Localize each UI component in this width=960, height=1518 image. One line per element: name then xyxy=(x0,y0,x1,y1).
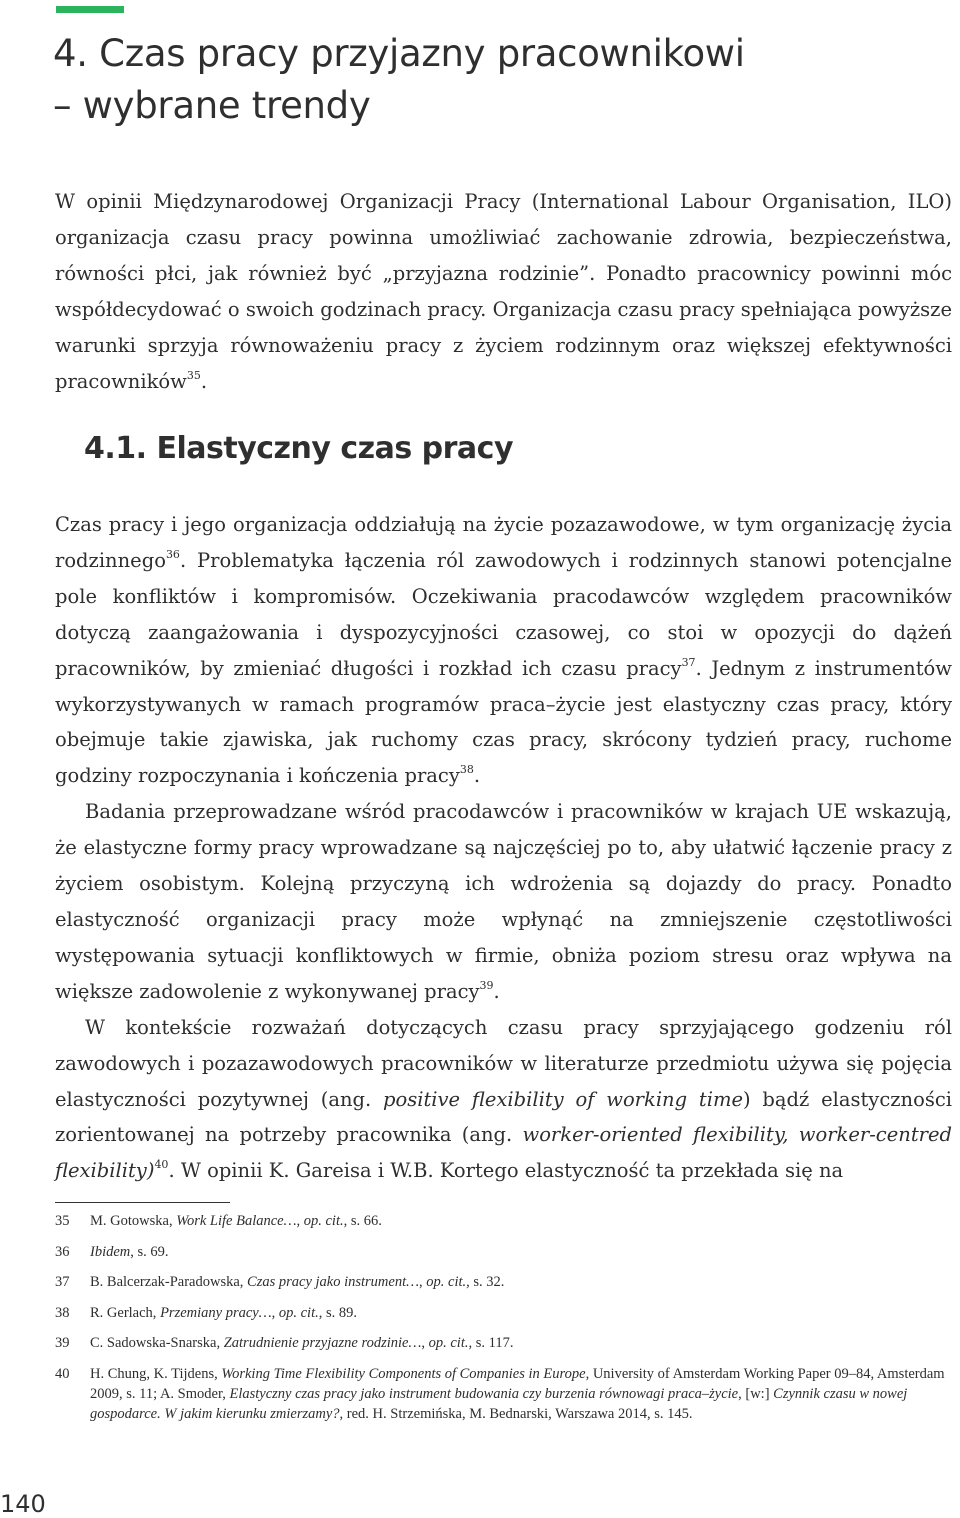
page-number: 140 xyxy=(0,1490,46,1518)
footnote-text: C. Sadowska-Snarska, Zatrudnienie przyjazne rodzinie…, op. cit., s. 117. xyxy=(90,1335,514,1351)
paragraph-3-text-b: ) bądź elastyczności zorientowanej na potrzeby pracownika (ang. xyxy=(55,1087,952,1147)
footnote-text: H. Chung, K. Tijdens, Working Time Flexibility Components of Companies in Europe, University of Amsterdam Working Paper 09–84, Amsterdam 2009, s. 11; A. Smoder, Elastyczny czas pracy jako instrument budowania czy burzenia równowagi praca–życie, [w:] Czynnik czasu w nowej gospodarce. W jakim kierunku zmierzamy?, red. H. Strzemińska, M. Bednarski, Warszawa 2014, s. 145. xyxy=(90,1365,945,1422)
section-heading: 4.1. Elastyczny czas pracy xyxy=(84,431,514,466)
chapter-accent-bar xyxy=(56,6,124,13)
intro-paragraph xyxy=(55,184,952,399)
footnote-divider xyxy=(55,1202,230,1203)
footnote-number: 37 xyxy=(55,1274,70,1290)
paragraph-1 xyxy=(55,507,952,794)
paragraph-3-italic-b: worker-oriented flexibility, worker-centred flexibility) xyxy=(55,1123,952,1183)
footnote-number: 39 xyxy=(55,1335,70,1351)
footnote-37 xyxy=(55,1272,955,1292)
intro-end: . xyxy=(200,369,208,393)
footnote-text: B. Balcerzak-Paradowska, Czas pracy jako instrument…, op. cit., s. 32. xyxy=(90,1274,505,1290)
footnote-text: Ibidem, s. 69. xyxy=(90,1243,169,1260)
paragraph-3-text-a: W kontekście rozważań dotyczących czasu pracy sprzyjającego godzeniu ról zawodowych i pozazawodowych pracowników w literaturze przedmiotu używa się pojęcia elastyczności pozytywnej (ang. xyxy=(55,1015,952,1111)
footnote-number: 36 xyxy=(55,1243,70,1260)
paragraph-1-text-b: . Problematyka łączenia ról zawodowych i rodzinnych stanowi potencjalne pole konfliktów i kompromisów. Oczekiwania pracodawców względem pracowników dotyczą zaangażowania i dyspozycyjności czasowej, co stoi w opozycji do dążeń pracowników, by zmieniać długości i rozkład ich czasu pracy xyxy=(55,548,952,680)
paragraph-3-text-c: . W opinii K. Gareisa i W.B. Kortego elastyczność ta przekłada się na xyxy=(168,1159,844,1183)
footnote-number: 35 xyxy=(55,1213,70,1229)
footnote-40 xyxy=(55,1364,955,1424)
paragraph-2-text-b: . xyxy=(493,979,500,1003)
footnote-35 xyxy=(55,1211,955,1231)
footnote-number: 38 xyxy=(55,1304,70,1321)
footnote-text: R. Gerlach, Przemiany pracy…, op. cit., s. 89. xyxy=(90,1304,358,1321)
footnote-ref-39[interactable]: 39 xyxy=(479,978,494,992)
footnote-ref-37[interactable]: 37 xyxy=(681,655,696,669)
chapter-title xyxy=(53,28,933,132)
footnote-ref-36[interactable]: 36 xyxy=(165,547,180,561)
footnote-ref-38[interactable]: 38 xyxy=(459,763,474,777)
paragraph-3 xyxy=(55,1010,952,1190)
section-body xyxy=(55,507,952,1189)
footnote-36 xyxy=(55,1242,955,1262)
footnote-39 xyxy=(55,1333,955,1353)
paragraph-3-italic-a: positive flexibility of working time xyxy=(382,1087,743,1111)
paragraph-2-text-a: Badania przeprowadzane wśród pracodawców i pracowników w krajach UE wskazują, że elastyczne formy pracy wprowadzane są najczęściej po to, aby ułatwić łączenie pracy z życiem osobistym. Kolejną przyczyną ich wdrożenia są dojazdy do pracy. Ponadto elastyczność organizacji pracy może wpłynąć na zmniejszenie częstotliwości występowania sytuacji konfliktowych w firmie, obniża poziom stresu oraz wpływa na większe zadowolenie z wykonywanej pracy xyxy=(55,800,952,1003)
paragraph-1-text-c: . Jednym z instrumentów wykorzystywanych w ramach programów praca–życie jest elastyczny czas pracy, który obejmuje takie zjawiska, jak ruchomy czas pracy, skrócony tydzień pracy, ruchome godziny rozpoczynania i kończenia pracy xyxy=(55,656,952,788)
paragraph-1-text-a: Czas pracy i jego organizacja oddziałują na życie pozazawodowe, w tym organizację życia rodzinnego xyxy=(55,513,952,572)
footnote-ref-40[interactable]: 40 xyxy=(154,1158,169,1172)
footnotes xyxy=(55,1211,955,1424)
chapter-title-line-1: 4. Czas pracy przyjazny pracownikowi xyxy=(53,32,745,75)
footnote-ref-35[interactable]: 35 xyxy=(186,368,201,382)
paragraph-1-text-d: . xyxy=(473,764,481,788)
footnote-number: 40 xyxy=(55,1365,70,1382)
footnote-text: M. Gotowska, Work Life Balance…, op. cit., s. 66. xyxy=(90,1213,382,1229)
intro-text: W opinii Międzynarodowej Organizacji Pracy (International Labour Organisation, ILO) organizacja czasu pracy powinna umożliwiać zachowanie zdrowia, bezpieczeństwa, równości płci, jak również być „przyjazna rodzinie”. Ponadto pracownicy powinni móc współdecydować o swoich godzinach pracy. Organizacja czasu pracy spełniająca powyższe warunki sprzyja równoważeniu pracy z życiem rodzinnym oraz większej efektywności pracowników xyxy=(55,190,952,393)
chapter-title-line-2: – wybrane trendy xyxy=(53,84,371,127)
footnote-38 xyxy=(55,1303,955,1323)
paragraph-2 xyxy=(55,794,952,1009)
